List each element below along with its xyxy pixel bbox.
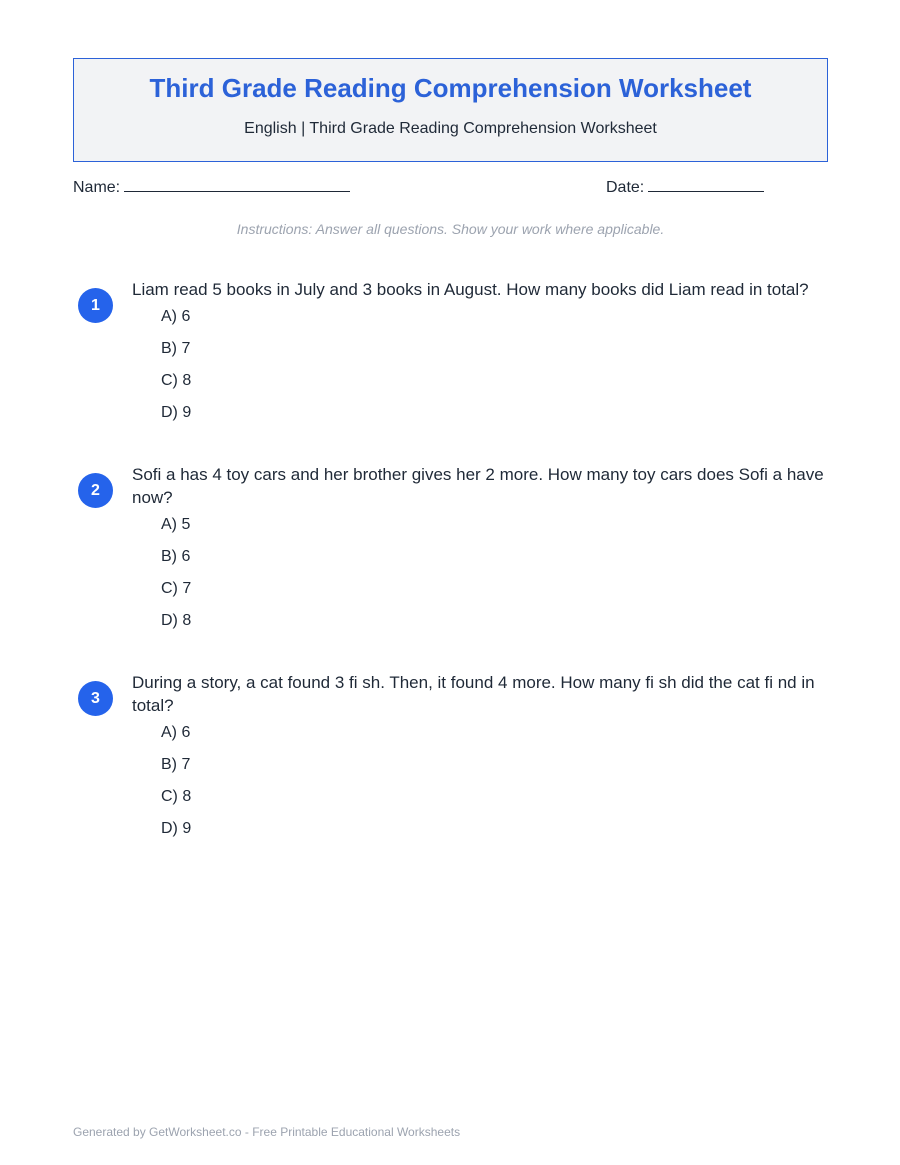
- answer-options: [161, 515, 828, 643]
- answer-option: C) 8: [161, 788, 192, 805]
- answer-option: A) 6: [161, 308, 191, 325]
- question-text: During a story, a cat found 3 fi sh. Then, it found 4 more. How many fi sh did the cat fi nd in total?: [132, 673, 815, 715]
- answer-option: D) 9: [161, 404, 192, 421]
- date-blank-line: [648, 177, 764, 192]
- question-number-badge: 1: [78, 288, 113, 323]
- name-field: [73, 176, 350, 200]
- answer-option: D) 8: [161, 612, 192, 629]
- question-text: Liam read 5 books in July and 3 books in August. How many books did Liam read in total?: [132, 280, 809, 299]
- answer-option: C) 7: [161, 580, 192, 597]
- worksheet-page: [73, 58, 828, 851]
- header-box: [73, 58, 828, 162]
- question-text: Sofi a has 4 toy cars and her brother gives her 2 more. How many toy cars does Sofi a have now?: [132, 465, 824, 507]
- instructions-text: Instructions: Answer all questions. Show your work where applicable.: [236, 221, 665, 237]
- answer-options: [161, 723, 828, 851]
- name-label: Name:: [73, 179, 121, 196]
- answer-option: A) 5: [161, 516, 191, 533]
- student-info-row: [73, 176, 828, 200]
- answer-option: D) 9: [161, 820, 192, 837]
- question-3: [73, 671, 828, 851]
- answer-option: B) 6: [161, 548, 191, 565]
- name-blank-line: [124, 177, 350, 192]
- answer-option: C) 8: [161, 372, 192, 389]
- question-number-badge: 3: [78, 681, 113, 716]
- question-1: [73, 278, 828, 435]
- date-field: [606, 176, 764, 200]
- answer-option: B) 7: [161, 340, 191, 357]
- answer-options: [161, 307, 828, 435]
- worksheet-title: Third Grade Reading Comprehension Worksheet: [149, 73, 752, 103]
- worksheet-subtitle: English | Third Grade Reading Comprehension Worksheet: [244, 120, 657, 137]
- question-2: [73, 463, 828, 643]
- date-label: Date:: [606, 179, 645, 196]
- answer-option: B) 7: [161, 756, 191, 773]
- question-number-badge: 2: [78, 473, 113, 508]
- footer-credit: Generated by GetWorksheet.co - Free Printable Educational Worksheets: [73, 1125, 461, 1139]
- answer-option: A) 6: [161, 724, 191, 741]
